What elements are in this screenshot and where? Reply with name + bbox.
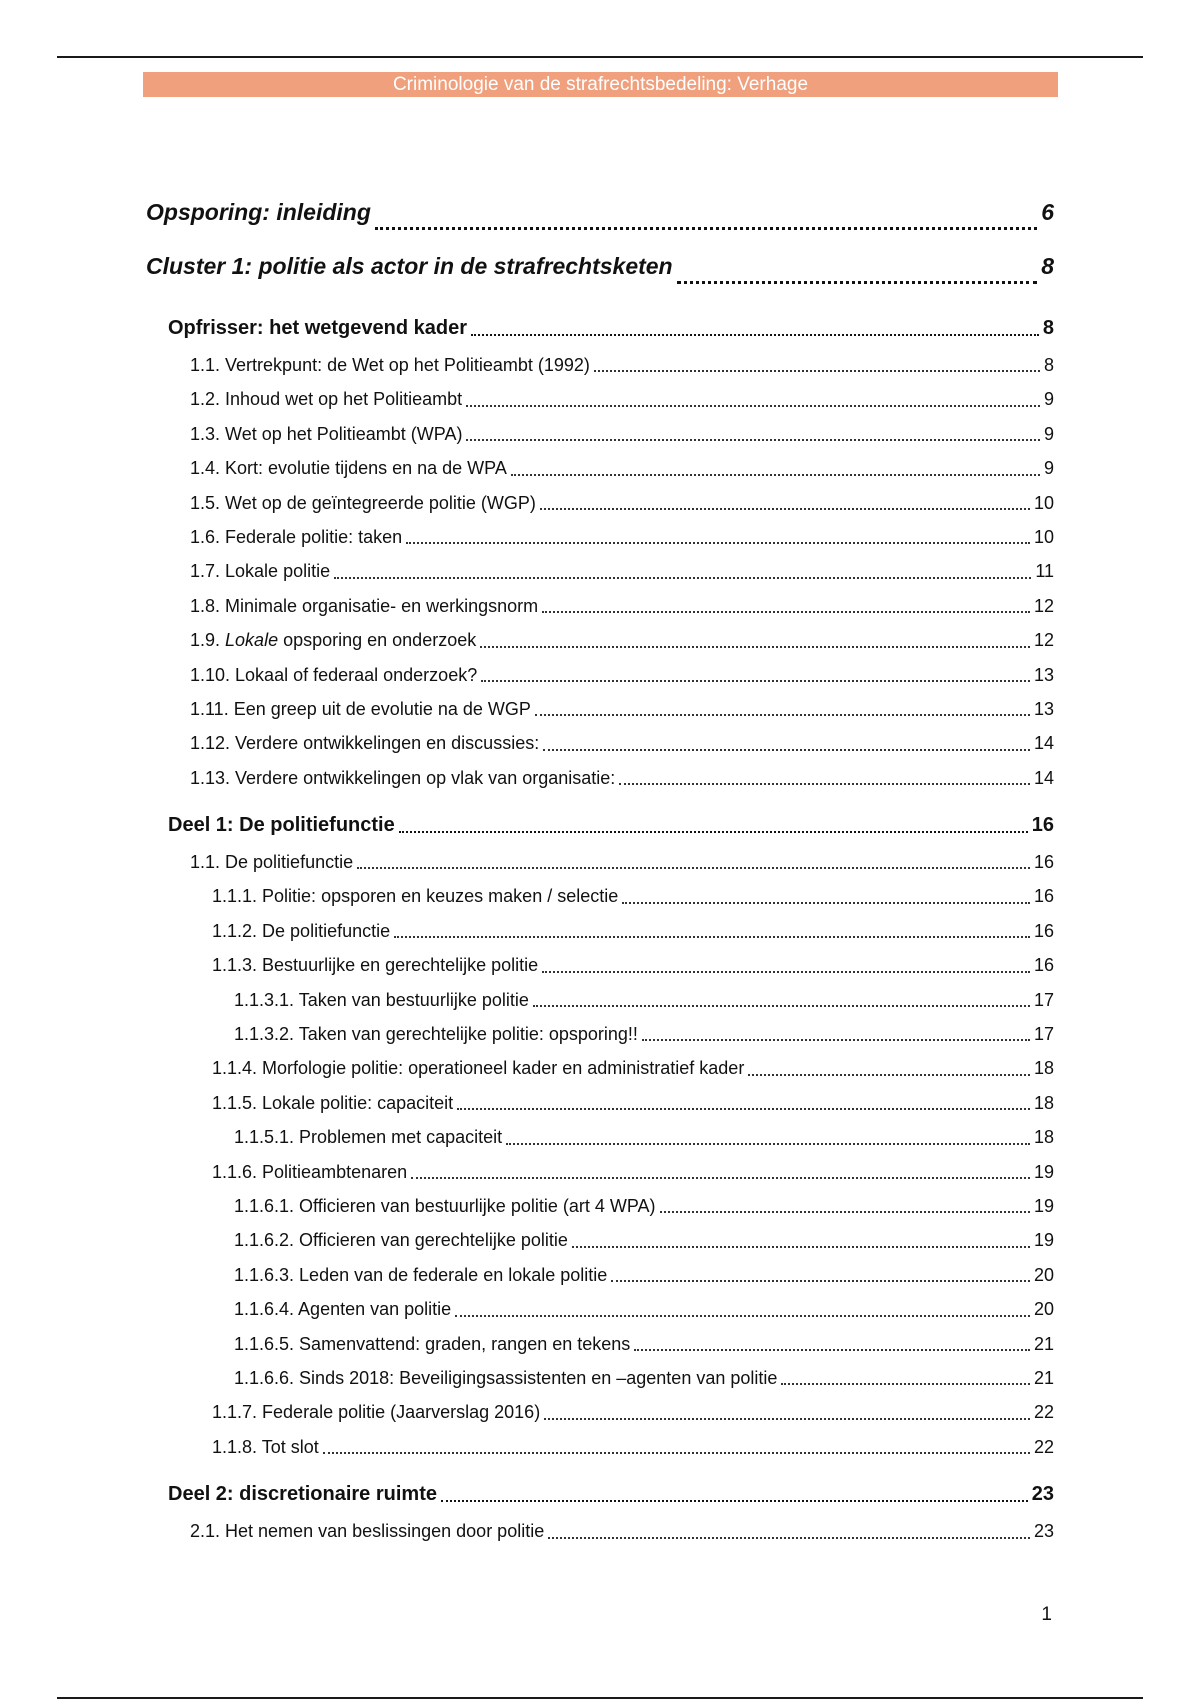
toc-entry-page: 16 — [1031, 814, 1054, 837]
toc-entry[interactable] — [146, 1086, 1054, 1120]
toc-entry-page: 20 — [1033, 1264, 1054, 1285]
toc-dot-leader — [466, 439, 1040, 441]
toc-entry[interactable] — [146, 1155, 1054, 1189]
toc-entry-page: 20 — [1033, 1299, 1054, 1320]
toc-entry-page: 21 — [1033, 1333, 1054, 1354]
toc-entry-page: 17 — [1033, 989, 1054, 1010]
toc-entry-title: 1.1.5. Lokale politie: capaciteit — [212, 1092, 454, 1113]
toc-entry-page: 9 — [1043, 423, 1054, 444]
toc-entry-title: 1.1.3.2. Taken van gerechtelijke politie: opsporing!! — [234, 1024, 638, 1045]
toc-entry-page: 14 — [1033, 733, 1054, 754]
toc-dot-leader — [480, 646, 1030, 648]
toc-entry-title: 1.12. Verdere ontwikkelingen en discussies: — [190, 733, 540, 754]
toc-section-gap — [146, 1464, 1054, 1474]
toc-entry-title: 1.1.6.3. Leden van de federale en lokale politie — [234, 1264, 608, 1285]
toc-entry-page: 16 — [1033, 955, 1054, 976]
toc-entry-page: 12 — [1033, 595, 1054, 616]
toc-entry-page: 16 — [1033, 852, 1054, 873]
toc-entry[interactable] — [146, 244, 1054, 298]
toc-entry-title-prefix: 1.9. — [190, 630, 226, 651]
toc-entry-title: 1.3. Wet op het Politieambt (WPA) — [190, 423, 463, 444]
toc-entry-title: 1.6. Federale politie: taken — [190, 526, 403, 547]
toc-dot-leader — [544, 1418, 1030, 1420]
toc-entry-title: 1.1.2. De politiefunctie — [212, 920, 391, 941]
toc-entry-title: 1.10. Lokaal of federaal onderzoek? — [190, 664, 478, 685]
toc-entry-page: 18 — [1033, 1092, 1054, 1113]
toc-dot-leader — [542, 611, 1030, 613]
toc-dot-leader — [540, 508, 1030, 510]
toc-entry[interactable] — [146, 692, 1054, 726]
toc-dot-leader — [455, 1315, 1030, 1317]
toc-entry-page: 18 — [1033, 1058, 1054, 1079]
toc-entry-page: 17 — [1033, 1024, 1054, 1045]
toc-entry[interactable] — [146, 948, 1054, 982]
page-number: 1 — [1041, 1604, 1052, 1625]
toc-entry-page: 13 — [1033, 698, 1054, 719]
toc-entry[interactable] — [146, 658, 1054, 692]
toc-dot-leader — [457, 1108, 1030, 1110]
toc-entry-title: 1.1.6.5. Samenvattend: graden, rangen en tekens — [234, 1333, 631, 1354]
toc-dot-leader — [634, 1349, 1030, 1351]
toc-entry-title: 2.1. Het nemen van beslissingen door politie — [190, 1521, 545, 1542]
toc-entry-page: 19 — [1033, 1230, 1054, 1251]
toc-entry-page: 8 — [1041, 253, 1054, 279]
toc-dot-leader — [511, 474, 1040, 476]
toc-entry-title: 1.1.8. Tot slot — [212, 1436, 319, 1457]
toc-entry[interactable] — [146, 879, 1054, 913]
toc-entry-page: 10 — [1033, 492, 1054, 513]
toc-entry-title: 1.13. Verdere ontwikkelingen op vlak van organisatie: — [190, 767, 616, 788]
toc-entry[interactable] — [146, 308, 1054, 348]
toc-entry[interactable] — [146, 190, 1054, 244]
toc-dot-leader — [781, 1383, 1030, 1385]
toc-dot-leader — [334, 577, 1031, 579]
toc-entry-page: 19 — [1033, 1195, 1054, 1216]
toc-dot-leader — [619, 783, 1030, 785]
toc-entry[interactable] — [146, 761, 1054, 795]
toc-entry-page: 18 — [1033, 1127, 1054, 1148]
toc-entry[interactable] — [146, 382, 1054, 416]
toc-entry-title: 1.1.6.2. Officieren van gerechtelijke politie — [234, 1230, 568, 1251]
toc-entry-title: 1.1.3. Bestuurlijke en gerechtelijke politie — [212, 955, 539, 976]
toc-entry-page: 12 — [1033, 630, 1054, 651]
toc-entry-title: 1.1.4. Morfologie politie: operationeel kader en administratief kader — [212, 1058, 745, 1079]
toc-dot-leader — [543, 749, 1030, 751]
toc-entry[interactable] — [146, 845, 1054, 879]
toc-entry[interactable] — [146, 1327, 1054, 1361]
toc-dot-leader — [375, 227, 1037, 230]
toc-section-gap — [146, 298, 1054, 308]
toc-dot-leader — [748, 1074, 1030, 1076]
top-rule — [57, 56, 1143, 58]
toc-entry[interactable] — [146, 983, 1054, 1017]
toc-entry[interactable] — [146, 1017, 1054, 1051]
toc-entry-page: 8 — [1042, 317, 1054, 339]
toc-entry[interactable] — [146, 1395, 1054, 1429]
toc-entry-title: 1.11. Een greep uit de evolutie na de WGP — [190, 698, 531, 719]
toc-dot-leader — [406, 542, 1030, 544]
toc-entry[interactable] — [146, 1430, 1054, 1464]
toc-entry[interactable] — [146, 623, 1054, 657]
toc-entry-page: 23 — [1033, 1521, 1054, 1542]
toc-entry[interactable] — [146, 726, 1054, 760]
toc-entry-title: 1.2. Inhoud wet op het Politieambt — [190, 389, 463, 410]
toc-entry-title: 1.7. Lokale politie — [190, 561, 331, 582]
toc-section-gap — [146, 795, 1054, 805]
toc-entry-page: 10 — [1033, 526, 1054, 547]
toc-entry-title: 1.5. Wet op de geïntegreerde politie (WGP) — [190, 492, 536, 513]
toc-entry[interactable] — [146, 1361, 1054, 1395]
toc-dot-leader — [533, 1005, 1030, 1007]
toc-dot-leader — [471, 334, 1039, 336]
toc-entry-title-suffix: opsporing en onderzoek — [278, 630, 477, 651]
toc-entry-title: Cluster 1: politie als actor in de strafrechtsketen — [146, 253, 673, 279]
toc-dot-leader — [535, 714, 1030, 716]
toc-entry-title: Opfrisser: het wetgevend kader — [168, 317, 467, 339]
toc-entry-page: 22 — [1033, 1436, 1054, 1457]
toc-entry-page: 14 — [1033, 767, 1054, 788]
toc-entry-title: 1.1.6.1. Officieren van bestuurlijke politie (art 4 WPA) — [234, 1195, 656, 1216]
toc-dot-leader — [677, 281, 1038, 284]
toc-entry-title: 1.1.6. Politieambtenaren — [212, 1161, 408, 1182]
toc-entry[interactable] — [146, 451, 1054, 485]
toc-entry-page: 21 — [1033, 1367, 1054, 1388]
toc-dot-leader — [441, 1500, 1028, 1502]
toc-entry-title: 1.1.6.6. Sinds 2018: Beveiligingsassistenten en –agenten van politie — [234, 1367, 778, 1388]
toc-entry[interactable] — [146, 554, 1054, 588]
toc-dot-leader — [642, 1039, 1030, 1041]
toc-entry[interactable] — [146, 914, 1054, 948]
toc-entry-page: 19 — [1033, 1161, 1054, 1182]
toc-dot-leader — [481, 680, 1030, 682]
toc-dot-leader — [660, 1211, 1030, 1213]
toc-dot-leader — [323, 1452, 1030, 1454]
toc-dot-leader — [506, 1143, 1030, 1145]
toc-entry-page: 23 — [1031, 1483, 1054, 1506]
toc-entry-title: Deel 1: De politiefunctie — [168, 814, 395, 837]
toc-entry[interactable] — [146, 1258, 1054, 1292]
toc-entry[interactable] — [146, 1514, 1054, 1548]
toc-entry-page: 16 — [1033, 920, 1054, 941]
toc-entry-title: 1.1.1. Politie: opsporen en keuzes maken / selectie — [212, 886, 619, 907]
toc-entry-title: 1.1. De politiefunctie — [190, 852, 354, 873]
toc-entry[interactable] — [146, 1292, 1054, 1326]
toc-entry-title: 1.4. Kort: evolutie tijdens en na de WPA — [190, 458, 507, 479]
toc-entry[interactable] — [146, 486, 1054, 520]
toc-entry[interactable] — [146, 520, 1054, 554]
table-of-contents — [146, 190, 1054, 1549]
toc-entry-page: 9 — [1043, 389, 1054, 410]
toc-entry-title: 1.1.7. Federale politie (Jaarverslag 2016) — [212, 1402, 541, 1423]
toc-dot-leader — [466, 405, 1040, 407]
toc-entry-title: 1.1.6.4. Agenten van politie — [234, 1299, 452, 1320]
toc-entry-page: 22 — [1033, 1402, 1054, 1423]
toc-entry[interactable] — [146, 589, 1054, 623]
toc-entry-page: 13 — [1033, 664, 1054, 685]
document-header-band: Criminologie van de strafrechtsbedeling: Verhage — [143, 72, 1058, 97]
bottom-rule — [57, 1697, 1143, 1699]
toc-entry-title: 1.8. Minimale organisatie- en werkingsnorm — [190, 595, 539, 616]
toc-dot-leader — [611, 1280, 1030, 1282]
toc-entry[interactable] — [146, 1189, 1054, 1223]
toc-entry[interactable] — [146, 1474, 1054, 1514]
toc-entry[interactable] — [146, 348, 1054, 382]
toc-dot-leader — [572, 1246, 1030, 1248]
toc-dot-leader — [394, 936, 1030, 938]
toc-entry-title: Opsporing: inleiding — [146, 199, 371, 225]
toc-entry[interactable] — [146, 1223, 1054, 1257]
toc-dot-leader — [399, 831, 1028, 833]
toc-entry[interactable] — [146, 805, 1054, 845]
toc-entry-title: Deel 2: discretionaire ruimte — [168, 1483, 437, 1506]
toc-dot-leader — [542, 971, 1030, 973]
toc-entry-page: 16 — [1033, 886, 1054, 907]
toc-entry-title: 1.1.5.1. Problemen met capaciteit — [234, 1127, 503, 1148]
toc-entry-page: 11 — [1035, 561, 1054, 582]
toc-dot-leader — [594, 370, 1040, 372]
toc-entry[interactable] — [146, 417, 1054, 451]
toc-entry[interactable] — [146, 1120, 1054, 1154]
toc-dot-leader — [357, 867, 1030, 869]
toc-entry-title-emphasis: Lokale — [225, 630, 279, 651]
toc-dot-leader — [622, 902, 1030, 904]
toc-entry-page: 6 — [1041, 199, 1054, 225]
toc-entry-title: 1.1.3.1. Taken van bestuurlijke politie — [234, 989, 529, 1010]
toc-dot-leader — [548, 1537, 1030, 1539]
toc-entry-page: 8 — [1043, 355, 1054, 375]
toc-entry-title — [190, 623, 480, 657]
toc-entry-title: 1.1. Vertrekpunt: de Wet op het Politieambt (1992) — [190, 355, 590, 375]
toc-dot-leader — [411, 1177, 1030, 1179]
toc-entry-page: 9 — [1043, 458, 1054, 479]
toc-entry[interactable] — [146, 1051, 1054, 1085]
